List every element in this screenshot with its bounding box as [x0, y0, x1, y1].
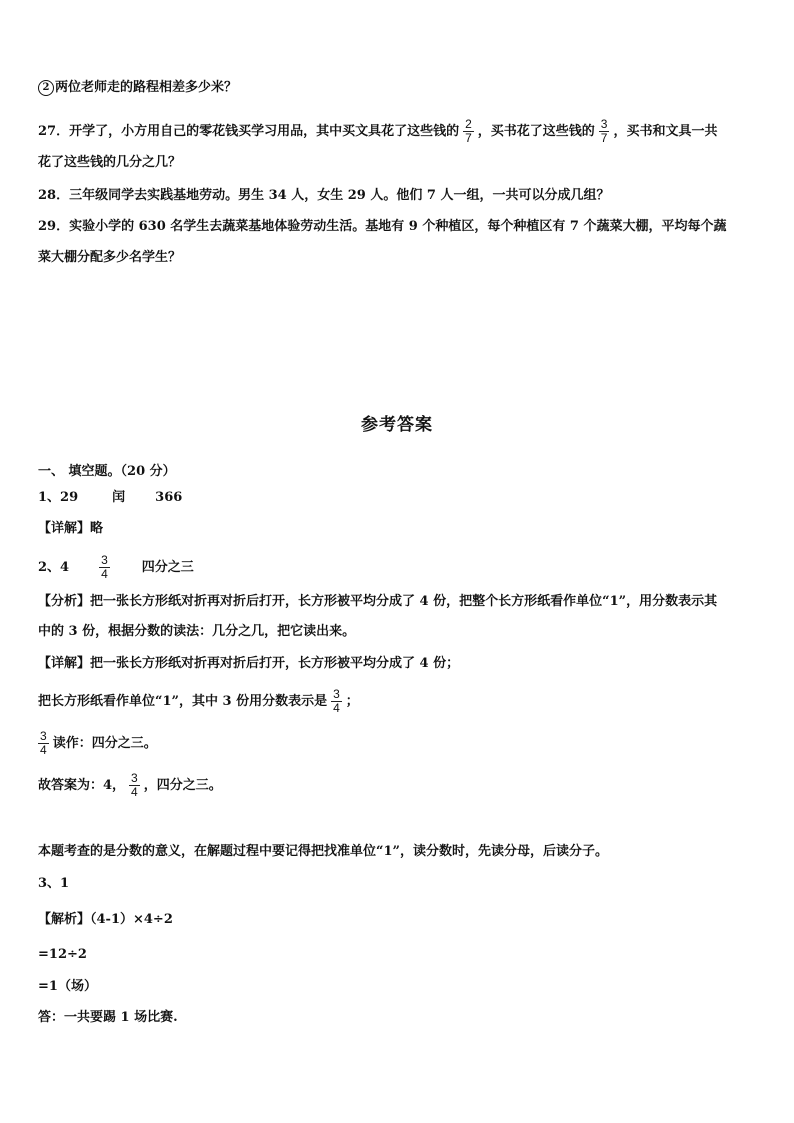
- step-text: ；: [345, 694, 359, 709]
- question-29-line-2: 菜大棚分配多少名学生？: [38, 250, 182, 265]
- fraction-2-7: [463, 118, 474, 145]
- question-29-line-1: 29．实验小学的 630 名学生去蔬菜基地体验劳动生活。基地有 9 个种植区，每个种植区有 7 个蔬菜大棚，平均每个蔬: [38, 219, 727, 234]
- question-text: ，买书花了这些钱的: [477, 124, 595, 139]
- answer-text: ，四分之三。: [143, 778, 222, 793]
- answer-number: 2、4: [38, 560, 70, 575]
- step-text: 把长方形纸看作单位“1”，其中 3 份用分数表示是: [38, 694, 328, 709]
- question-27-line-1: [38, 118, 718, 145]
- answer-2-step-1: [38, 688, 359, 715]
- numerator: 2: [465, 117, 472, 131]
- fraction-3-4: [129, 772, 140, 799]
- question-text: 两位老师走的路程相差多少米？: [55, 80, 238, 95]
- fraction-3-7: [599, 118, 610, 145]
- answer-1: [38, 488, 182, 508]
- denominator: 4: [131, 785, 138, 799]
- question-text: ，买书和文具一共: [613, 124, 718, 139]
- answer-2-detail: 【详解】把一张长方形纸对折再对折后打开，长方形被平均分成了 4 份；: [38, 656, 460, 671]
- answer-3-analysis: 【解析】（4-1）×4÷2: [38, 912, 173, 927]
- numerator: 3: [101, 553, 108, 567]
- answer-value: 四分之三: [141, 560, 194, 575]
- answer-value: 366: [155, 490, 183, 505]
- denominator: 4: [333, 701, 340, 715]
- numerator: 3: [40, 729, 47, 743]
- section-heading: 一、 填空题。（20 分）: [38, 464, 176, 479]
- numerator: 3: [131, 771, 138, 785]
- answer-3-step-1: =12÷2: [38, 947, 87, 962]
- denominator: 4: [40, 743, 47, 757]
- answer-2-final: [38, 772, 222, 799]
- circled-number: 2: [38, 80, 54, 96]
- answer-number: 1、29: [38, 490, 79, 505]
- answer-value: 闰: [112, 490, 126, 505]
- answer-2-analysis-line-2: 中的 3 份，根据分数的读法：几分之几，把它读出来。: [38, 624, 356, 639]
- fraction-3-4: [38, 730, 49, 757]
- denominator: 4: [101, 567, 108, 581]
- answer-text: 故答案为：4，: [38, 778, 126, 793]
- answer-2-step-2: [38, 730, 157, 757]
- numerator: 3: [333, 687, 340, 701]
- numerator: 3: [600, 117, 608, 131]
- answer-3-step-2: =1（场）: [38, 979, 97, 994]
- answer-1-detail: 【详解】略: [38, 521, 104, 536]
- question-28: 28．三年级同学去实践基地劳动。男生 34 人，女生 29 人。他们 7 人一组，一共可以分成几组？: [38, 188, 610, 203]
- answer-2-note: 本题考查的是分数的意义，在解题过程中要记得把找准单位“1”，读分数时，先读分母，后读分子。: [38, 844, 609, 859]
- answer-3: 3、1: [38, 876, 70, 891]
- answers-title: 参考答案: [361, 415, 433, 435]
- answer-2: [38, 554, 194, 581]
- answer-2-analysis-line-1: 【分析】把一张长方形纸对折再对折后打开，长方形被平均分成了 4 份，把整个长方形纸看作单位“1”，用分数表示其: [38, 594, 718, 609]
- question-26-part-2: [38, 78, 237, 98]
- question-text: 27．开学了，小方用自己的零花钱买学习用品，其中买文具花了这些钱的: [38, 124, 460, 139]
- fraction-3-4: [99, 554, 110, 581]
- fraction-3-4: [331, 688, 342, 715]
- step-text: 读作：四分之三。: [52, 736, 157, 751]
- question-27-line-2: 花了这些钱的几分之几？: [38, 155, 182, 170]
- answer-3-final: 答：一共要踢 1 场比赛.: [38, 1010, 178, 1025]
- denominator: 7: [600, 131, 608, 145]
- denominator: 7: [465, 131, 472, 145]
